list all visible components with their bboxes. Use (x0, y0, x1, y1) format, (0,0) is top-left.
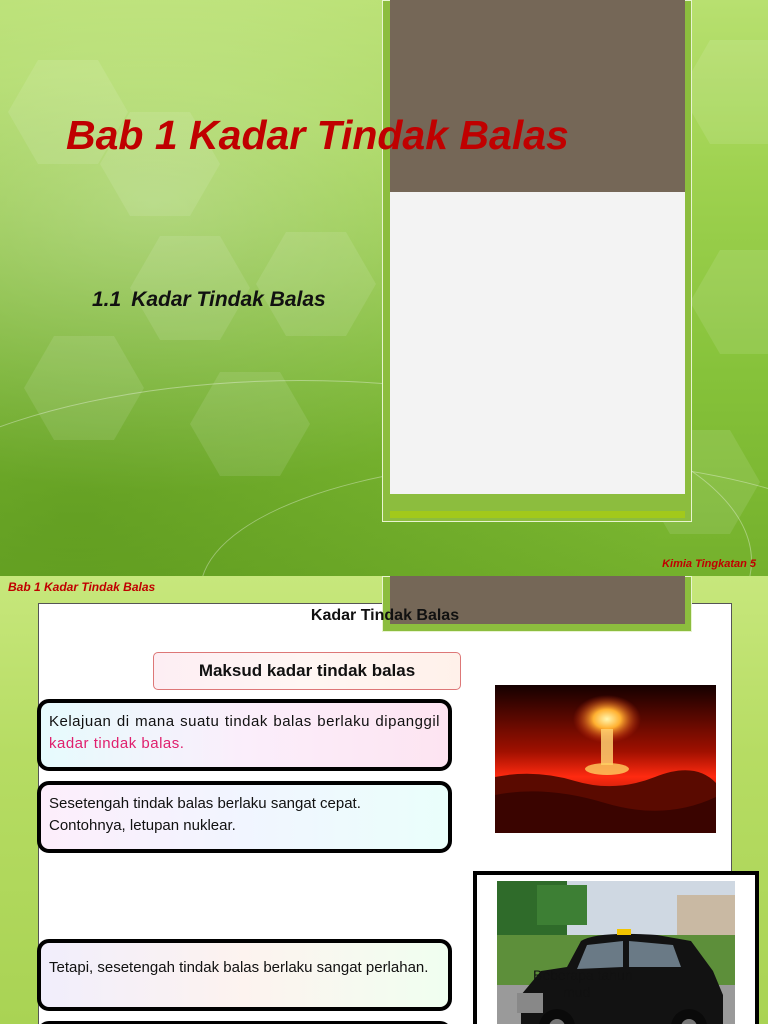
subtitle-text: Kadar Tindak Balas (131, 288, 326, 311)
slide-subtitle (92, 288, 326, 312)
nuclear-explosion-photo (495, 685, 716, 833)
fast-reaction-text: Sesetengah tindak balas berlaku sangat cepat. Contohnya, letupan nuklear. (49, 795, 361, 834)
decorative-panel (382, 0, 692, 522)
overlay-line-2: mud (563, 984, 591, 1000)
slide-title: Bab 1 Kadar Tindak Balas (66, 112, 569, 158)
definition-highlight: kadar tindak balas. (49, 735, 185, 752)
hexagon-decoration (680, 40, 768, 144)
slow-reaction-text: Tetapi, sesetengah tindak balas berlaku sangat perlahan. (49, 959, 429, 976)
image-caption-overlay (533, 967, 633, 1001)
black-taxi-photo (473, 871, 759, 1024)
fast-reaction-box (37, 781, 452, 853)
content-slide (0, 576, 768, 1024)
definition-text: Kelajuan di mana suatu tindak balas berlaku dipanggil (49, 713, 440, 730)
hexagon-decoration (690, 250, 768, 354)
hexagon-decoration (256, 232, 376, 336)
overlay-line-1: Beberapa tahun (533, 967, 633, 983)
card-title: Kadar Tindak Balas (310, 607, 460, 624)
slide-footer: Kimia Tingkatan 5 (662, 558, 756, 570)
panel-dark-block (390, 0, 685, 192)
definition-heading: Maksud kadar tindak balas (153, 652, 461, 690)
slide-header: Bab 1 Kadar Tindak Balas (8, 580, 156, 594)
panel-light-block (390, 192, 685, 494)
slow-reaction-box (37, 939, 452, 1011)
subtitle-number: 1.1 (92, 288, 122, 311)
definition-box (37, 699, 452, 771)
panel-green-bar (390, 511, 685, 518)
content-card (38, 603, 732, 1024)
